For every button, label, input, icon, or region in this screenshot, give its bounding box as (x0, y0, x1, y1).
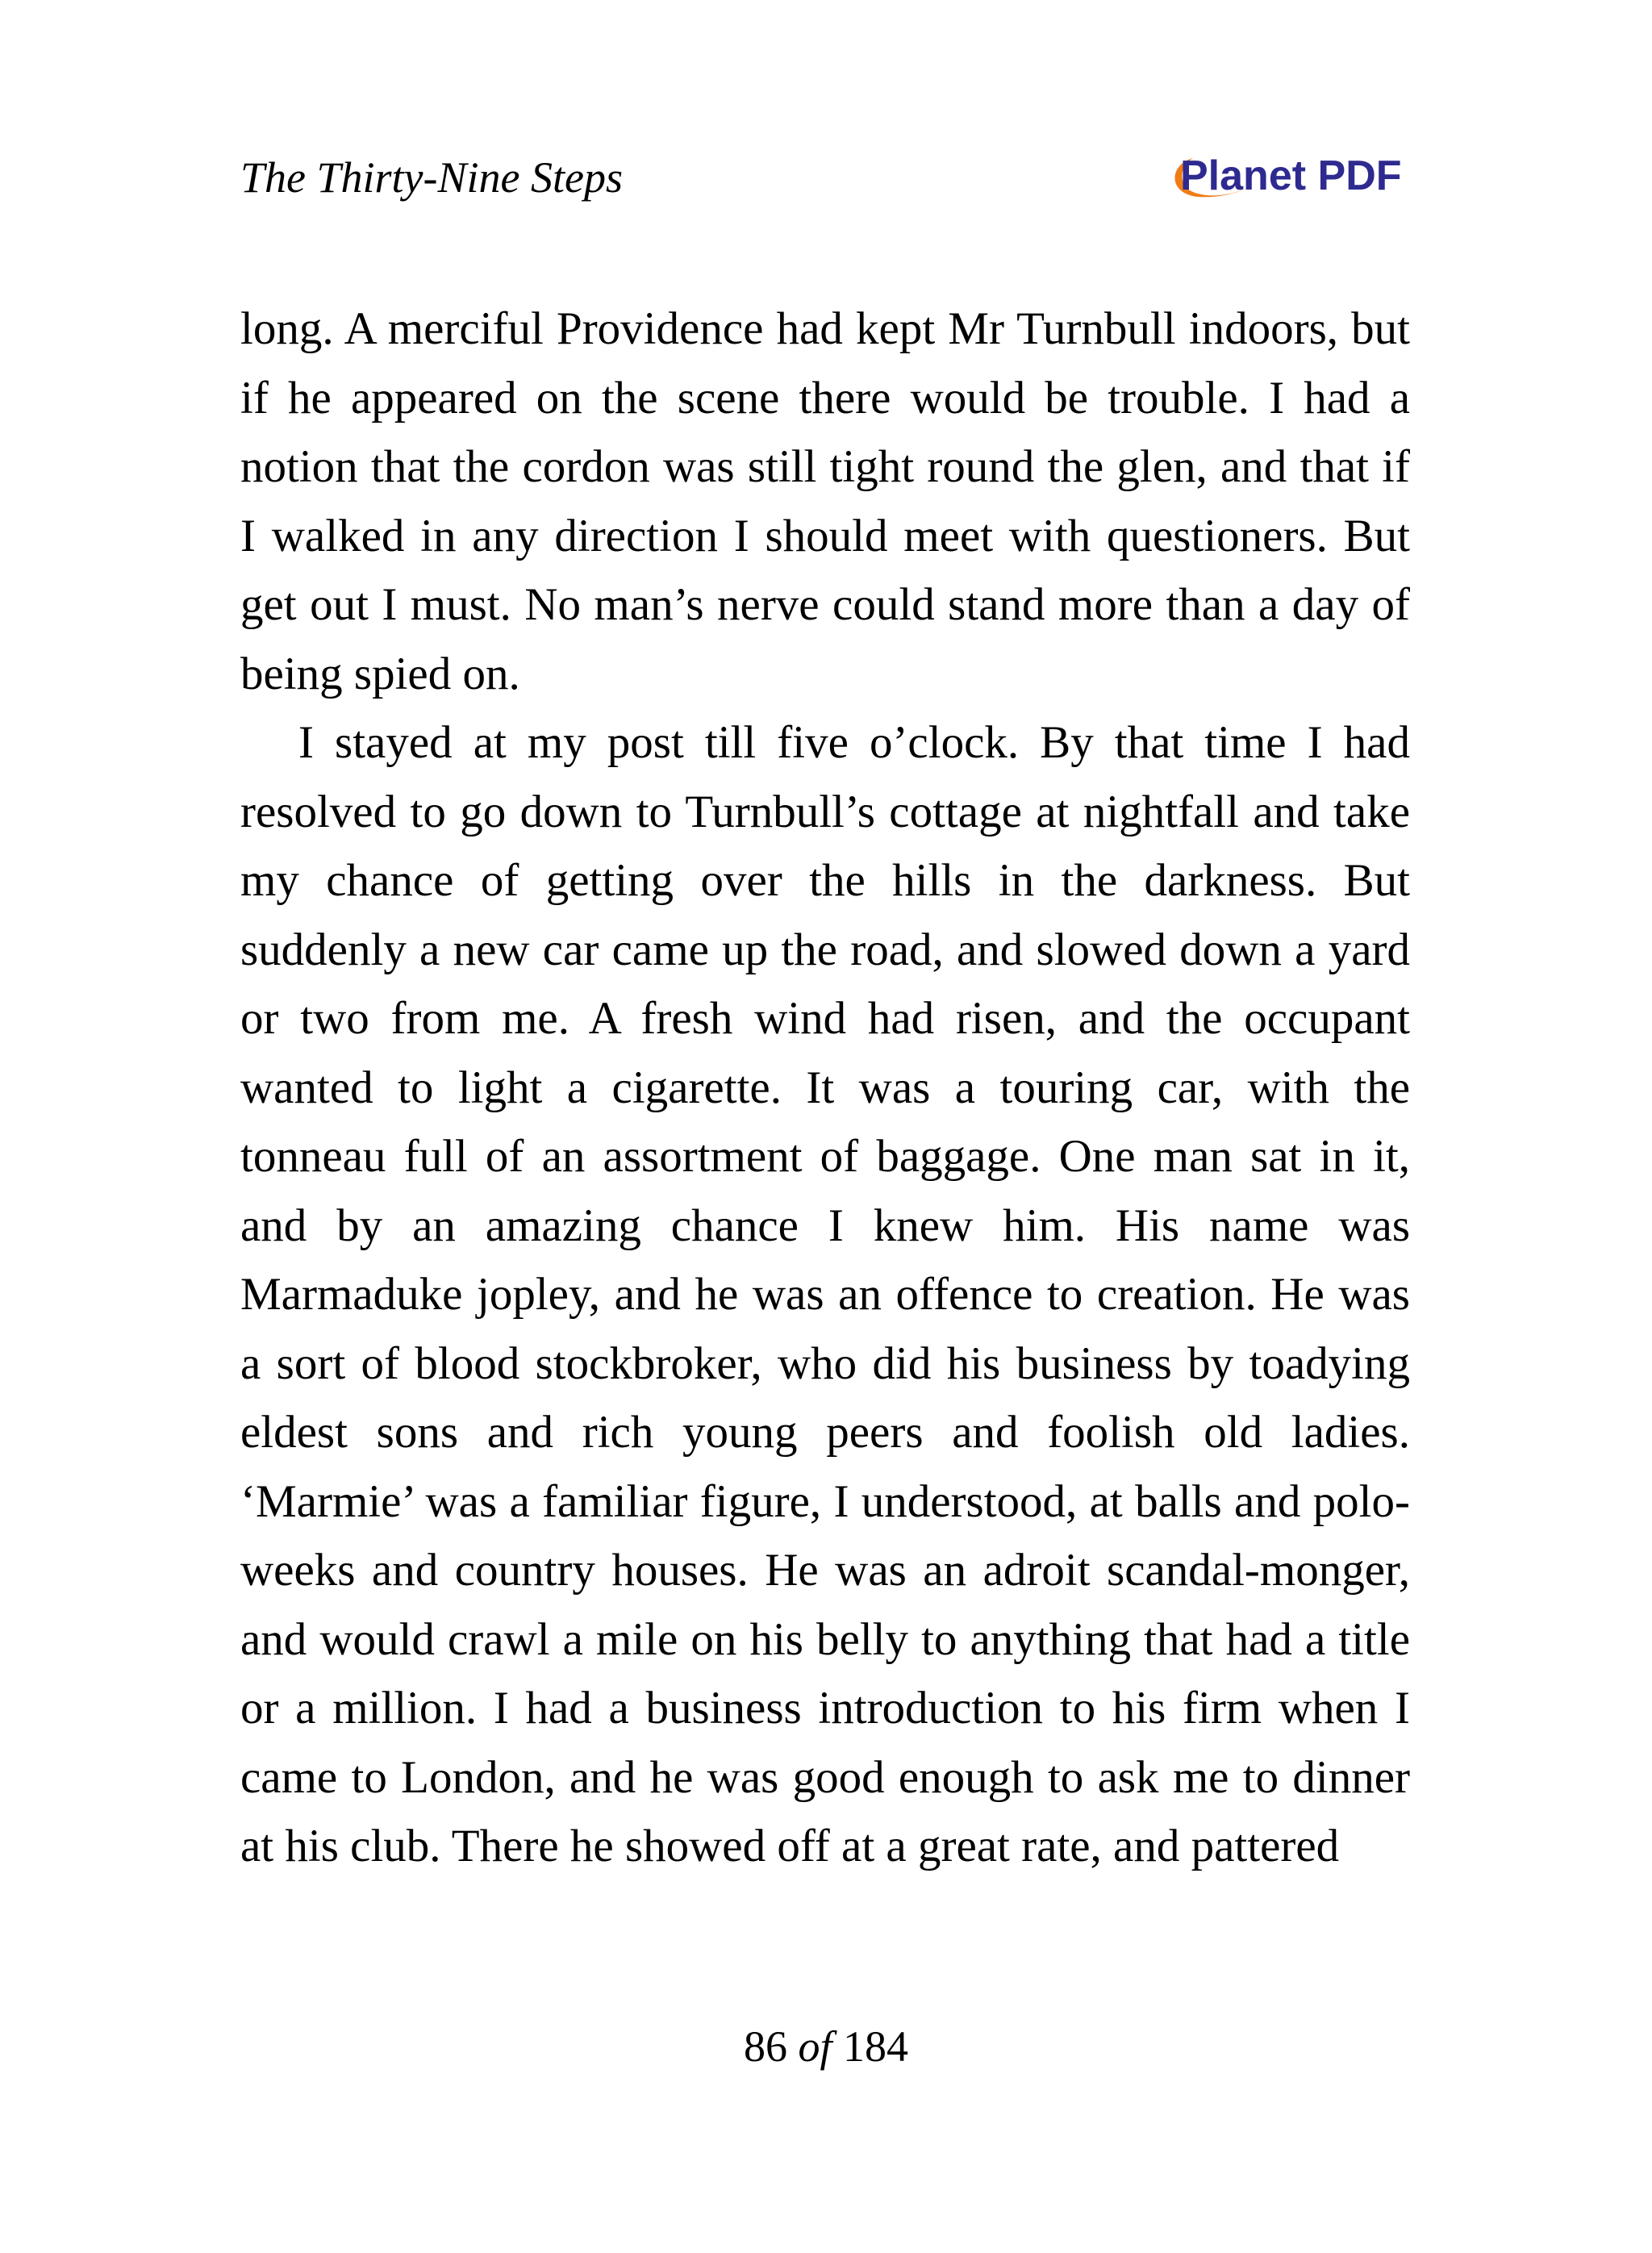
running-title: The Thirty-Nine Steps (240, 153, 623, 202)
logo-word-pdf: PDF (1317, 152, 1402, 199)
page-number (0, 2021, 1652, 2072)
body-text (240, 294, 1410, 1881)
page-of-word: of (798, 2022, 832, 2071)
total-page-count: 184 (843, 2022, 908, 2071)
paragraph: I stayed at my post till five o’clock. By that time I had resolved to go down to Turnbull’s cottage at nightfall and take my chance of getting over the hills in the darkness. But suddenly a new car came up the road, and slowed down a yard or two from me. A fresh wind had risen, and the occupant wanted to light a cigarette. It was a touring car, with the tonneau full of an assortment of baggage. One man sat in it, and by an amazing chance I knew him. His name was Marmaduke jopley, and he was an offence to creation. He was a sort of blood stockbroker, who did his business by toadying eldest sons and rich young peers and foolish old ladies. ‘Marmie’ was a familiar figure, I understood, at balls and polo- weeks and country houses. He was an adroit scandal-monger, and would crawl a mile on his belly to anything that had a title or a million. I had a business introduction to his firm when I came to London, and he was good enough to ask me to dinner at his club. There he showed off at a great rate, and pattered (240, 717, 1410, 1871)
paragraph: long. A merciful Providence had kept Mr Turnbull indoors, but if he appeared on the scene there would be trouble. I had a notion that the cordon was still tight round the glen, and that if I walked in any direction I should meet with questioners. But get out I must. No man’s nerve could stand more than a day of being spied on. (240, 303, 1410, 699)
planet-pdf-logo (1166, 147, 1416, 211)
current-page-number: 86 (743, 2022, 787, 2071)
logo-word-planet: Planet (1180, 152, 1307, 199)
